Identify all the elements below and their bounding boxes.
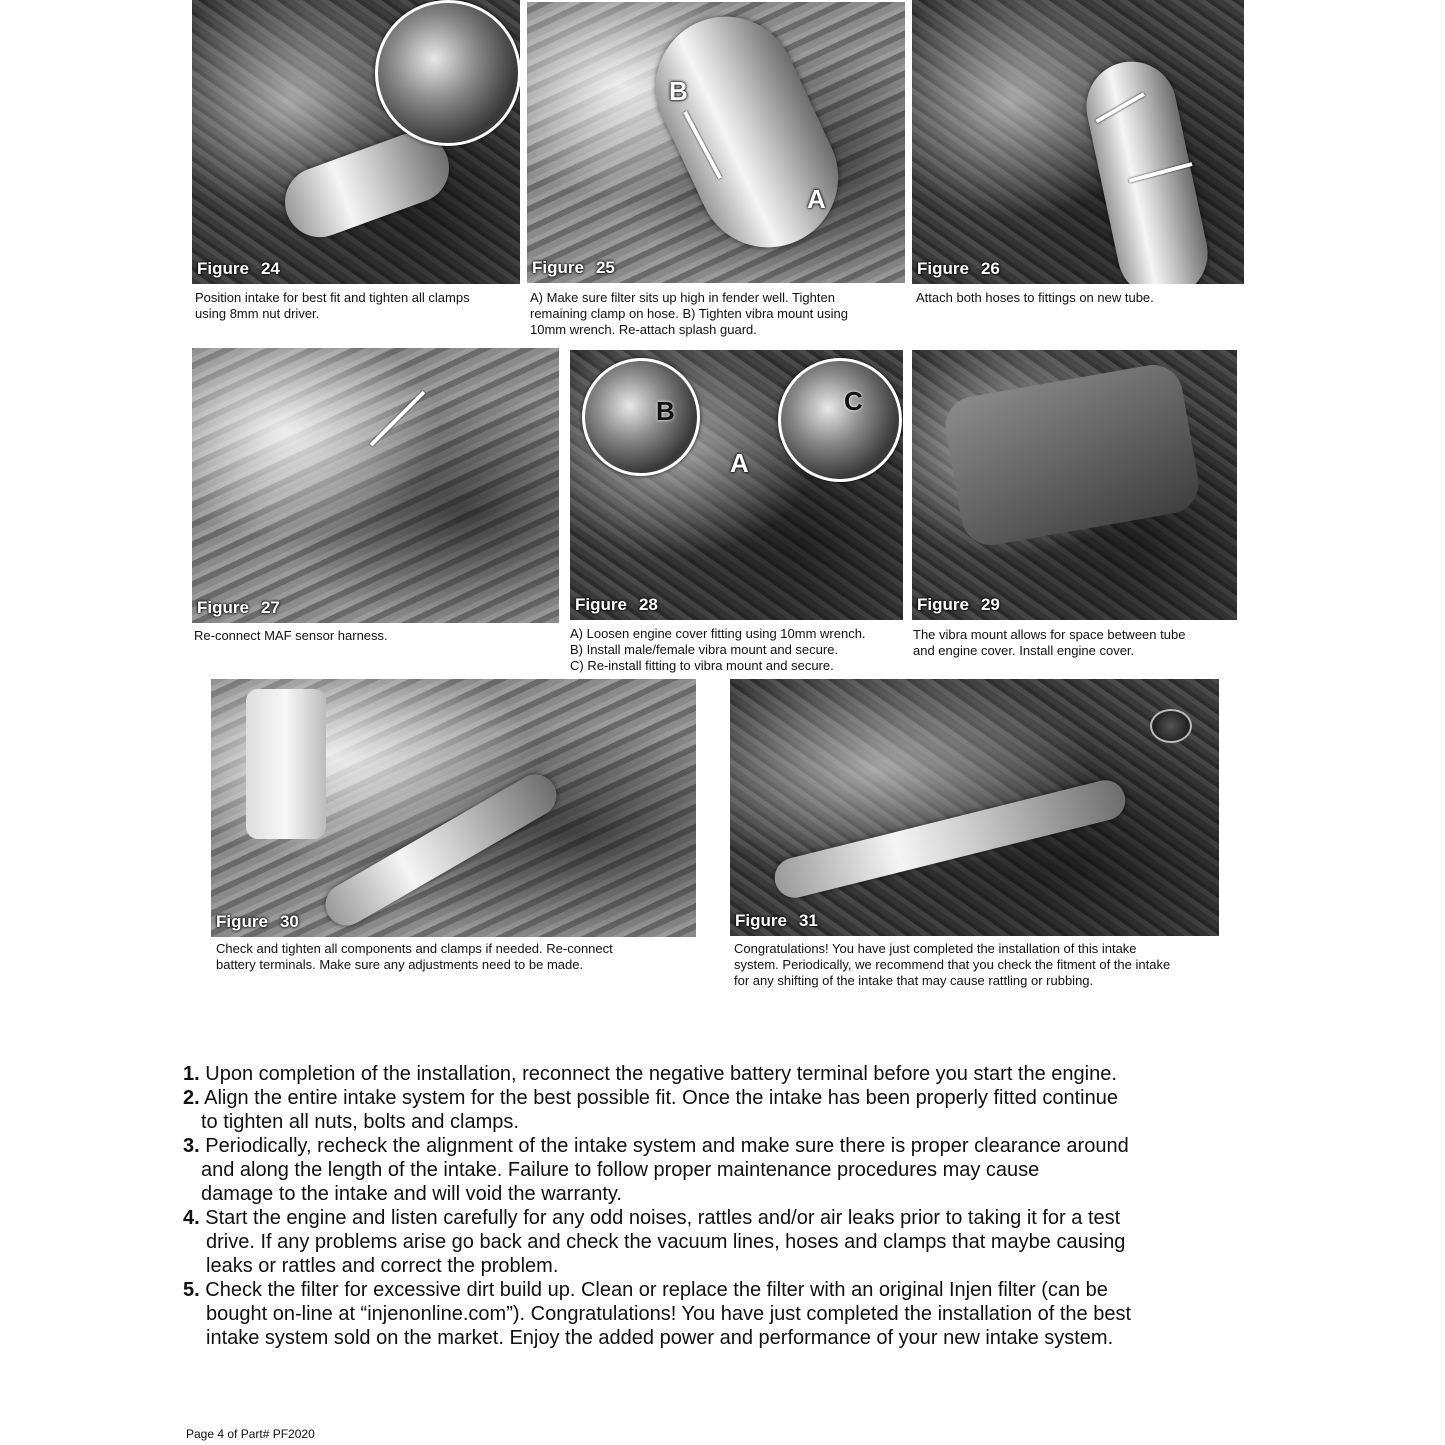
figure-29-photo bbox=[912, 350, 1237, 620]
figure-25-callout-b: B bbox=[669, 76, 688, 106]
figure-25-callout-a: A bbox=[807, 184, 826, 214]
figure-29-caption: The vibra mount allows for space between tube and engine cover. Install engine cover. bbox=[913, 627, 1186, 658]
figure-30-label: Figure 30 bbox=[216, 912, 299, 931]
figure-28-callout-b: B bbox=[656, 396, 675, 426]
figure-25-label: Figure 25 bbox=[532, 258, 615, 277]
step-2: 2. Align the entire intake system for the best possible fit. Once the intake has been properly fitted continue to tighten all nuts, bolts and clamps. bbox=[183, 1087, 1118, 1133]
figure-28-callout-a: A bbox=[730, 448, 749, 478]
figure-28-inset-c bbox=[778, 358, 902, 482]
instruction-steps bbox=[183, 1062, 1283, 1350]
figure-27-photo bbox=[192, 348, 559, 623]
figure-25-photo bbox=[527, 2, 905, 283]
figure-26-caption: Attach both hoses to fittings on new tube. bbox=[916, 290, 1154, 305]
step-4: 4. Start the engine and listen carefully for any odd noises, rattles and/or air leaks prior to taking it for a test drive. If any problems arise go back and check the vacuum lines, hoses and clamps that maybe causing leaks or rattles and correct the problem. bbox=[183, 1207, 1126, 1277]
figure-31-photo bbox=[730, 679, 1219, 936]
step-1: 1. Upon completion of the installation, reconnect the negative battery terminal before you start the engine. bbox=[183, 1063, 1117, 1085]
figure-26-photo bbox=[912, 0, 1244, 284]
figure-28-callout-c: C bbox=[844, 386, 863, 416]
step-3: 3. Periodically, recheck the alignment of the intake system and make sure there is proper clearance around and along the length of the intake. Failure to follow proper maintenance procedures may cause damage to the intake and will void the warranty. bbox=[183, 1135, 1129, 1205]
figure-28-caption: A) Loosen engine cover fitting using 10mm wrench. B) Install male/female vibra mount and secure. C) Re-install fitting to vibra mount and secure. bbox=[570, 626, 866, 673]
figure-29-label: Figure 29 bbox=[917, 595, 1000, 614]
figure-30-photo bbox=[211, 679, 696, 937]
figure-28-photo bbox=[570, 350, 903, 620]
figure-24-photo bbox=[192, 0, 520, 284]
figure-24-inset bbox=[375, 0, 520, 146]
step-5: 5. Check the filter for excessive dirt build up. Clean or replace the filter with an original Injen filter (can be bought on-line at “injenonline.com”). Congratulations! You have just completed the installation of the best intake system sold on the market. Enjoy the added power and performance of your new intake system. bbox=[183, 1279, 1132, 1349]
figure-30-caption: Check and tighten all components and clamps if needed. Re-connect battery terminals. Make sure any adjustments need to be made. bbox=[216, 941, 613, 972]
figure-24-caption: Position intake for best fit and tighten all clamps using 8mm nut driver. bbox=[195, 290, 470, 321]
figure-31-label: Figure 31 bbox=[735, 911, 818, 930]
figure-27-caption: Re-connect MAF sensor harness. bbox=[194, 628, 388, 643]
figure-26-label: Figure 26 bbox=[917, 259, 1000, 278]
figure-28-inset-b bbox=[582, 358, 700, 476]
figure-28-label: Figure 28 bbox=[575, 595, 658, 614]
figure-25-caption: A) Make sure filter sits up high in fender well. Tighten remaining clamp on hose. B) Tighten vibra mount using 10mm wrench. Re-attach splash guard. bbox=[530, 290, 848, 337]
figure-27-arrow bbox=[370, 391, 426, 447]
figure-27-label: Figure 27 bbox=[197, 598, 280, 617]
figure-31-caption: Congratulations! You have just completed the installation of this intake system. Periodically, we recommend that you check the fitment of the intake for any shifting of the intake that may cause rattling or rubbing. bbox=[734, 941, 1171, 988]
figure-24-label: Figure 24 bbox=[197, 259, 280, 278]
toyota-emblem-icon bbox=[1150, 709, 1192, 743]
page-footer: Page 4 of Part# PF2020 bbox=[186, 1427, 315, 1441]
